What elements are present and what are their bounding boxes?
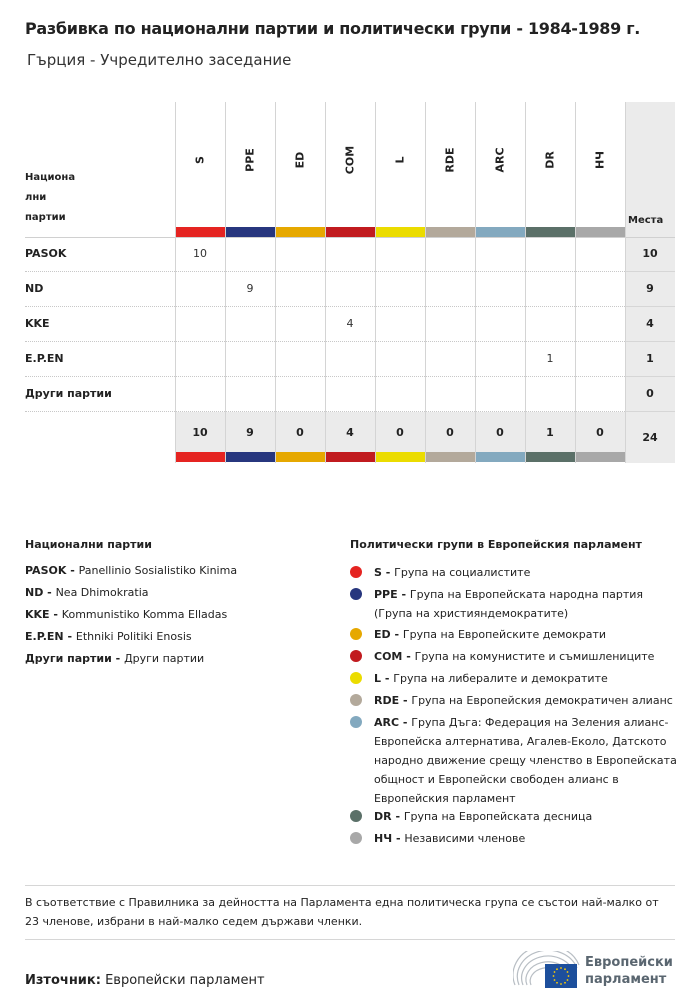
group-legend-item: PPE - Група на Европейската народна партия (Група на християндемократите) <box>350 585 680 623</box>
column-total: 10 <box>192 426 208 439</box>
logo-text: Европейски парламент <box>585 955 673 987</box>
page-subtitle: Гърция - Учредително заседание <box>27 51 292 69</box>
divider <box>25 885 675 886</box>
group-color-bar <box>176 227 225 237</box>
column-header-rde: RDE <box>443 147 457 173</box>
group-color-bar <box>376 227 425 237</box>
party-name: E.P.EN <box>25 352 64 365</box>
table-row <box>25 272 675 307</box>
group-color-bar <box>476 452 525 462</box>
party-legend-item: PASOK - Panellinio Sosialistiko Kinima <box>25 564 238 577</box>
group-legend-item: COM - Група на комунистите и съмишлениците <box>350 647 680 666</box>
column-total: 0 <box>296 426 304 439</box>
party-legend-item: KKE - Kommunistiko Komma Elladas <box>25 608 228 621</box>
row-total-seats: 4 <box>646 317 654 330</box>
group-color-dot-icon <box>350 628 362 640</box>
party-legend-item: Други партии - Други партии <box>25 652 205 665</box>
group-color-dot-icon <box>350 810 362 822</box>
column-total: 0 <box>446 426 454 439</box>
group-color-bar <box>576 227 625 237</box>
column-total: 9 <box>246 426 254 439</box>
party-name: PASOK <box>25 247 67 260</box>
group-legend-item: НЧ - Независими членове <box>350 829 680 848</box>
rules-note: В съответствие с Правилника за дейността на Парламента една политическа група се състои най-малко от 23 членове, избрани в най-малко седем държави членки. <box>25 896 659 928</box>
group-color-dot-icon <box>350 650 362 662</box>
group-color-bar <box>426 452 475 462</box>
group-color-dot-icon <box>350 588 362 600</box>
group-color-bar <box>576 452 625 462</box>
group-legend-item: S - Група на социалистите <box>350 563 680 582</box>
group-color-dot-icon <box>350 694 362 706</box>
seat-cell: 10 <box>193 247 207 260</box>
table-row <box>25 307 675 342</box>
source-value: Европейски парламент <box>100 973 265 988</box>
column-header-arc: ARC <box>493 147 507 173</box>
party-name: ND <box>25 282 44 295</box>
group-legend-item: DR - Група на Европейската десница <box>350 807 680 826</box>
group-legend-item: ED - Група на Европейските демократи <box>350 625 680 644</box>
column-header-dr: DR <box>543 151 557 169</box>
group-color-bar <box>176 452 225 462</box>
grand-total: 24 <box>642 431 658 444</box>
group-color-dot-icon <box>350 832 362 844</box>
group-color-bar <box>526 452 575 462</box>
column-header-ppe: PPE <box>243 148 257 172</box>
column-header-com: COM <box>343 145 357 175</box>
group-legend-item: L - Група на либералите и демократите <box>350 669 680 688</box>
seat-cell: 9 <box>246 282 254 295</box>
column-header-s: S <box>193 156 207 164</box>
group-color-bar <box>326 452 375 462</box>
group-color-bar <box>476 227 525 237</box>
group-color-bar <box>426 227 475 237</box>
source-line <box>25 973 265 988</box>
party-legend-item: ND - Nea Dhimokratia <box>25 586 149 599</box>
party-name: KKE <box>25 317 50 330</box>
group-color-bar <box>276 452 325 462</box>
group-legend-item: ARC - Група Дъга: Федерация на Зеления алианс-Европейска алтернатива, Агалев-Еколо, Датското народно движение срещу членство в Европейската общност и Европейски свободен алианс в Европейския парламент <box>350 713 680 808</box>
seats-header: Места <box>628 215 664 226</box>
column-total: 1 <box>546 426 554 439</box>
table-row <box>25 377 675 412</box>
group-color-dot-icon <box>350 716 362 728</box>
group-color-dot-icon <box>350 566 362 578</box>
row-divider <box>625 411 675 412</box>
political-groups-legend-title: Политически групи в Европейския парламент <box>350 538 642 551</box>
page-title: Разбивка по национални партии и политически групи - 1984-1989 г. <box>25 19 641 38</box>
column-header-нч: НЧ <box>593 150 607 170</box>
party-legend-item: E.P.EN - Ethniki Politiki Enosis <box>25 630 192 643</box>
group-color-bar <box>526 227 575 237</box>
group-legend-item: RDE - Група на Европейския демократичен алианс <box>350 691 680 710</box>
table-row <box>25 237 675 272</box>
group-color-bar <box>376 452 425 462</box>
group-color-dot-icon <box>350 672 362 684</box>
group-color-bar <box>276 227 325 237</box>
row-total-seats: 9 <box>646 282 654 295</box>
national-parties-legend-title: Национални партии <box>25 538 152 551</box>
table-row <box>25 342 675 377</box>
group-color-bar <box>326 227 375 237</box>
breakdown-table <box>25 102 675 463</box>
group-color-bar <box>226 227 275 237</box>
national-parties-header: Национа лни партии <box>25 172 76 223</box>
row-total-seats: 10 <box>642 247 658 260</box>
party-name: Други партии <box>25 387 112 400</box>
seat-cell: 4 <box>346 317 354 330</box>
hemicycle-icon <box>513 951 581 991</box>
row-divider <box>25 411 625 412</box>
column-total: 0 <box>596 426 604 439</box>
column-total: 0 <box>496 426 504 439</box>
row-total-seats: 1 <box>646 352 654 365</box>
row-total-seats: 0 <box>646 387 654 400</box>
column-total: 0 <box>396 426 404 439</box>
seat-cell: 1 <box>546 352 554 365</box>
ep-logo <box>513 951 678 991</box>
source-label: Източник: <box>25 973 101 988</box>
column-header-ed: ED <box>293 151 307 169</box>
divider <box>25 939 675 940</box>
group-color-bar <box>226 452 275 462</box>
column-header-l: L <box>393 156 407 164</box>
column-total: 4 <box>346 426 354 439</box>
